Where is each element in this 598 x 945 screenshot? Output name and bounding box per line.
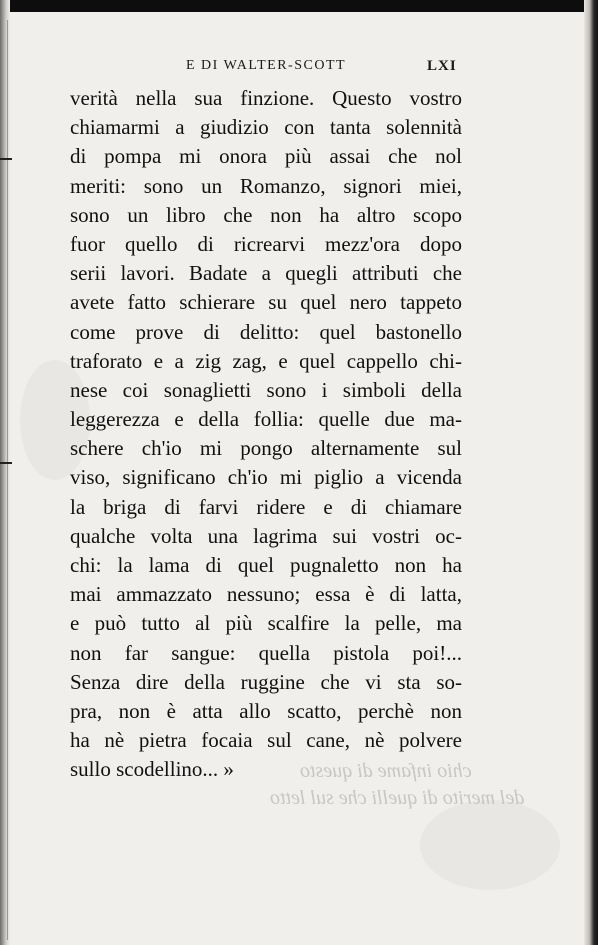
- text-line: serii lavori. Badate a quegli attributi che: [70, 261, 462, 286]
- margin-mark: [0, 158, 12, 160]
- text-line: leggerezza e della follia: quelle due ma-: [70, 407, 462, 432]
- page-top-shadow: [0, 0, 598, 12]
- show-through-text: del merito di quelli che sul letto: [270, 787, 525, 809]
- text-line: viso, significano ch'io mi piglio a vicenda: [70, 465, 462, 490]
- text-line: sono un libro che non ha altro scopo: [70, 202, 462, 227]
- running-head: [0, 58, 598, 82]
- page-fore-edge-shadow: [584, 0, 598, 945]
- text-line: meriti: sono un Romanzo, signori miei,: [70, 173, 462, 198]
- text-line: chi: la lama di quel pugnaletto non ha: [70, 553, 462, 577]
- show-through-text: chio infame di questo: [300, 760, 472, 782]
- text-line: qualche volta una lagrima sui vostri oc-: [70, 523, 462, 548]
- text-line: di pompa mi onora più assai che nol: [70, 144, 462, 169]
- text-line: verità nella sua finzione. Questo vostro: [70, 86, 462, 110]
- text-line: pra, non è atta allo scatto, perchè non: [70, 698, 462, 723]
- text-line: mai ammazzato nessuno; essa è di latta,: [70, 582, 462, 607]
- text-line: non far sangue: quella pistola poi!...: [70, 640, 462, 665]
- text-line: traforato e a zig zag, e quel cappello chi-: [70, 348, 462, 373]
- text-line: come prove di delitto: quel bastonello: [70, 319, 462, 344]
- text-line: schere ch'io mi pongo alternamente sul: [70, 436, 462, 461]
- margin-mark: [0, 462, 12, 464]
- text-line: Senza dire della ruggine che vi sta so-: [70, 669, 462, 694]
- running-head-title: E DI WALTER-SCOTT: [186, 58, 347, 73]
- text-line: e può tutto al più scalfire la pelle, ma: [70, 611, 462, 636]
- page-number: LXI: [427, 58, 457, 74]
- text-line: ha nè pietra focaia sul cane, nè polvere: [70, 728, 462, 753]
- text-line: sullo scodellino... »: [70, 757, 234, 782]
- body-text: [70, 84, 462, 785]
- text-line: nese coi sonaglietti sono i simboli della: [70, 377, 462, 402]
- text-line: fuor quello di ricrearvi mezz'ora dopo: [70, 231, 462, 256]
- paper-stain: [420, 800, 560, 890]
- page-gutter-shadow: [0, 0, 10, 945]
- text-line: la briga di farvi ridere e di chiamare: [70, 494, 462, 519]
- text-line: chiamarmi a giudizio con tanta solennità: [70, 115, 462, 140]
- text-line: avete fatto schierare su quel nero tappeto: [70, 290, 462, 315]
